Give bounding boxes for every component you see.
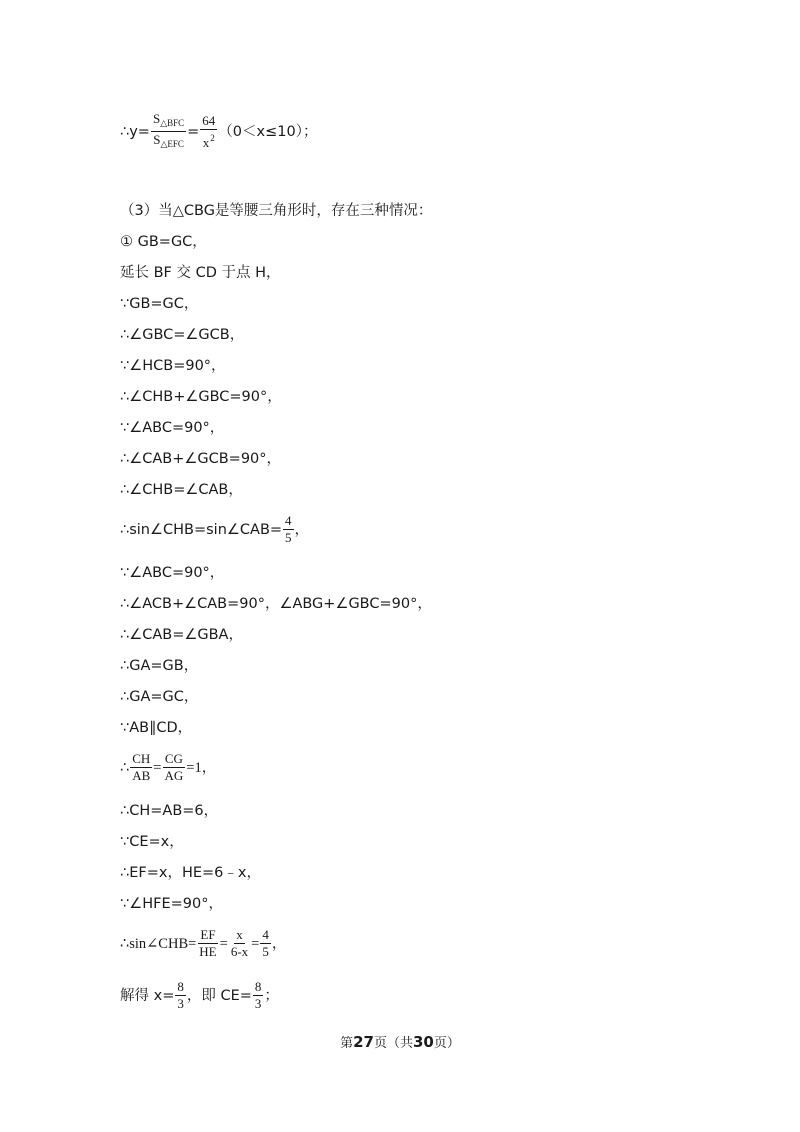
text: ∴ xyxy=(120,759,130,776)
line-1: （3）当△CBG是等腰三角形时，存在三种情况： xyxy=(120,203,433,219)
denominator: 6-x xyxy=(230,944,249,959)
numerator: 8 xyxy=(254,979,262,994)
line-24 xyxy=(120,980,279,1011)
text: ； xyxy=(264,987,279,1004)
fraction xyxy=(260,928,271,959)
text: =1， xyxy=(186,759,217,776)
fraction xyxy=(200,114,217,150)
text: = xyxy=(153,759,162,776)
fraction xyxy=(162,752,185,783)
numerator: 4 xyxy=(262,927,269,942)
footer-text: 第 xyxy=(340,1036,354,1051)
line-9: ∴∠CAB+∠GCB=90°， xyxy=(120,451,282,467)
numerator: EF xyxy=(200,927,216,942)
text: ∴sin∠CHB=sin∠CAB= xyxy=(120,521,283,538)
denominator: S xyxy=(153,132,161,147)
line-18 xyxy=(120,752,216,783)
line-19: ∴CH=AB=6， xyxy=(120,803,219,819)
line-7: ∴∠CHB+∠GBC=90°， xyxy=(120,389,282,405)
numerator: S xyxy=(152,111,161,126)
text: ，即 CE= xyxy=(186,987,252,1004)
numerator: x xyxy=(236,927,243,942)
text: ， xyxy=(271,935,287,952)
text: = xyxy=(187,123,200,140)
text: 解得 x= xyxy=(120,987,175,1004)
denominator: 5 xyxy=(285,530,292,545)
line-11 xyxy=(120,514,309,545)
line-23 xyxy=(120,928,286,959)
numerator: 64 xyxy=(202,112,216,128)
fraction xyxy=(253,980,264,1011)
total-pages: 30 xyxy=(413,1033,434,1051)
fraction xyxy=(283,514,294,545)
exponent: 2 xyxy=(210,132,215,143)
line-15: ∴GA=GB， xyxy=(120,658,199,674)
numerator: CH xyxy=(132,751,151,766)
line-2: ① GB=GC， xyxy=(120,234,207,250)
fraction xyxy=(197,928,218,959)
fraction xyxy=(229,928,250,959)
numerator: 4 xyxy=(285,513,292,528)
line-8: ∵∠ABC=90°， xyxy=(120,420,225,436)
denominator: HE xyxy=(199,944,217,959)
denominator: 3 xyxy=(177,996,184,1011)
line-20: ∵CE=x， xyxy=(120,834,184,850)
text: ∴y= xyxy=(120,123,150,140)
footer-text: 页） xyxy=(433,1036,460,1051)
fraction xyxy=(130,752,152,783)
line-0 xyxy=(120,112,317,151)
line-16: ∴GA=GC， xyxy=(120,689,199,705)
footer-text: 页（共 xyxy=(373,1036,413,1051)
text: = xyxy=(219,935,228,952)
numerator: 8 xyxy=(177,979,184,994)
text: = xyxy=(251,935,260,952)
line-22: ∵∠HFE=90°， xyxy=(120,896,223,912)
denominator: 5 xyxy=(262,944,269,959)
page-footer xyxy=(0,1032,800,1051)
line-4: ∵GB=GC， xyxy=(120,296,199,312)
subscript: △EFC xyxy=(160,139,184,149)
denominator: x xyxy=(202,134,210,150)
text: ， xyxy=(294,521,310,538)
denominator: AG xyxy=(164,768,184,783)
line-14: ∴∠CAB=∠GBA， xyxy=(120,627,243,643)
denominator: AB xyxy=(132,768,151,783)
page-number: 27 xyxy=(353,1033,374,1051)
fraction xyxy=(175,980,186,1011)
line-3: 延长 BF 交 CD 于点 H， xyxy=(120,265,281,281)
line-10: ∴∠CHB=∠CAB， xyxy=(120,482,243,498)
line-21: ∴EF=x，HE=6﹣x， xyxy=(120,865,261,881)
subscript: △BFC xyxy=(160,118,185,128)
text: ∴sin∠CHB= xyxy=(120,935,197,952)
line-17: ∵AB∥CD， xyxy=(120,720,193,736)
numerator: CG xyxy=(164,751,183,766)
denominator: 3 xyxy=(254,996,262,1011)
line-13: ∴∠ACB+∠CAB=90°，∠ABG+∠GBC=90°， xyxy=(120,596,432,612)
text: （0＜x≤10）； xyxy=(218,123,318,140)
line-5: ∴∠GBC=∠GCB， xyxy=(120,327,245,343)
line-12: ∵∠ABC=90°， xyxy=(120,565,225,581)
line-6: ∵∠HCB=90°， xyxy=(120,358,226,374)
fraction xyxy=(151,112,186,151)
